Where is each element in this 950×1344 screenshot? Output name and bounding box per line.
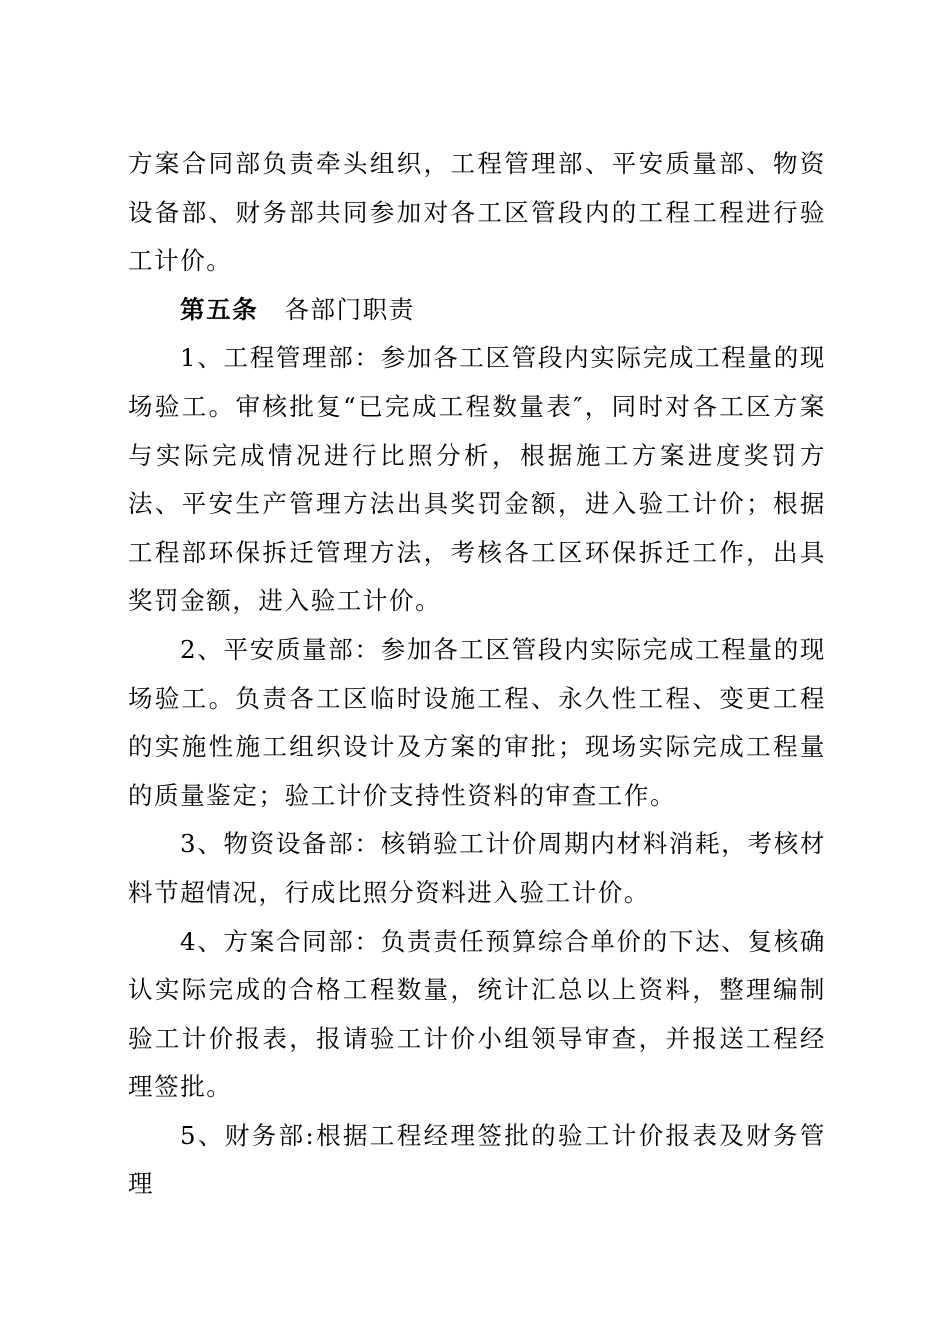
duty-paragraph-safety-quality: 2、平安质量部：参加各工区管段内实际完成工程量的现场验工。负责各工区临时设施工程、永久性工程、变更工程的实施性施工组织设计及方案的审批；现场实际完成工程量的质量鉴定；验工计价支持性资料的审查工作。 bbox=[128, 634, 826, 810]
article-title: 各部门职责 bbox=[284, 294, 415, 324]
duty-paragraph-finance: 5、财务部:根据工程经理签批的验工计价报表及财务管理 bbox=[128, 1120, 826, 1199]
duty-paragraph-engineering: 1、工程管理部：参加各工区管段内实际完成工程量的现场验工。审核批复“已完成工程数量表″，同时对各工区方案与实际完成情况进行比照分析，根据施工方案进度奖罚方法、平安生产管理方法出具奖罚金额，进入验工计价；根据工程部环保拆迁管理方法，考核各工区环保拆迁工作，出具奖罚金额，进入验工计价。 bbox=[128, 343, 826, 616]
body-paragraph-continuation: 方案合同部负责牵头组织，工程管理部、平安质量部、物资设备部、财务部共同参加对各工区管段内的工程工程进行验工计价。 bbox=[128, 149, 826, 276]
duty-paragraph-planning-contract: 4、方案合同部：负责责任预算综合单价的下达、复核确认实际完成的合格工程数量，统计汇总以上资料，整理编制验工计价报表，报请验工计价小组领导审查，并报送工程经理签批。 bbox=[128, 926, 826, 1102]
article-spacer bbox=[258, 295, 284, 324]
document-page bbox=[128, 140, 826, 1209]
article-number: 第五条 bbox=[180, 294, 259, 324]
article-heading bbox=[128, 286, 826, 335]
duty-paragraph-materials: 3、物资设备部：核销验工计价周期内材料消耗，考核材料节超情况，行成比照分资料进入验工计价。 bbox=[128, 829, 826, 907]
